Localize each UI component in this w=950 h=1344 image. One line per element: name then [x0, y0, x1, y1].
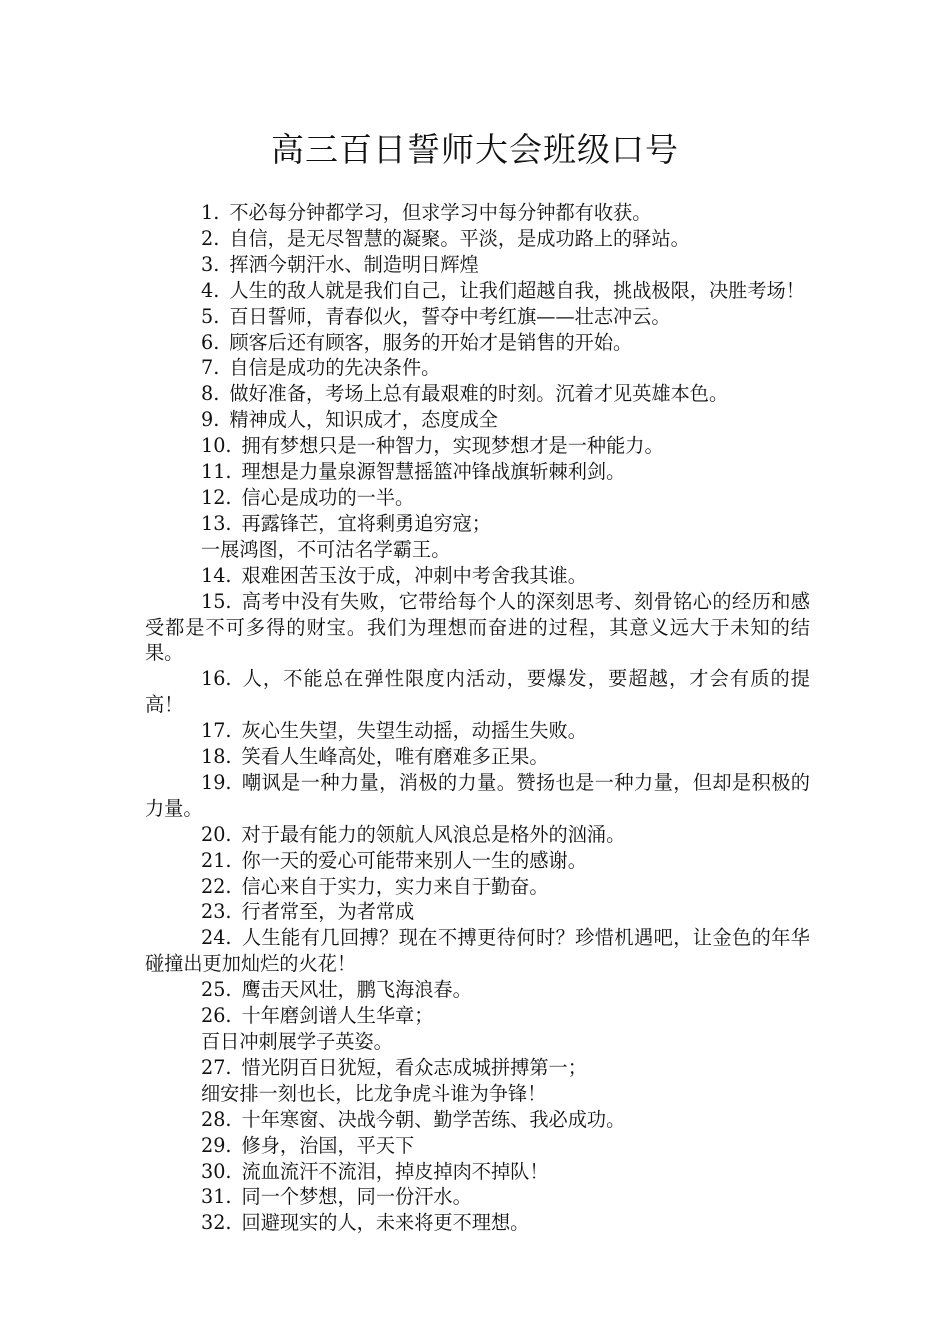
slogan-continuation: 百日冲刺展学子英姿。: [201, 1030, 393, 1053]
slogan-text: 不必每分钟都学习，但求学习中每分钟都有收获。: [229, 201, 652, 224]
slogan-text: 修身，治国，平天下: [241, 1133, 415, 1157]
slogan-text: 艰难困苦玉汝于成，冲刺中考舍我其谁。: [241, 563, 587, 587]
slogan-text: 挥洒今朝汗水、制造明日辉煌: [229, 252, 479, 276]
slogan-text: 鹰击天风壮，鹏飞海浪春。: [241, 978, 472, 1002]
slogan-number: 26.: [201, 1004, 232, 1028]
slogan-item: [145, 563, 810, 589]
slogan-item: [145, 407, 810, 433]
slogan-item: [145, 1055, 810, 1081]
slogan-number: 24.: [201, 926, 232, 950]
slogan-number: 2.: [201, 226, 220, 250]
slogan-number: 20.: [201, 822, 232, 846]
slogan-text: 十年寒窗、决战今朝、勤学苦练、我必成功。: [241, 1107, 626, 1131]
slogan-item: [145, 589, 810, 667]
slogan-text: 对于最有能力的领航人风浪总是格外的汹涌。: [241, 822, 626, 846]
slogan-number: 25.: [201, 978, 232, 1002]
slogan-item: [145, 925, 810, 977]
slogan-number: 19.: [201, 770, 232, 794]
slogan-text: 人生能有几回搏？现在不搏更待何时？珍惜机遇吧，让金色的年华碰撞出更加灿烂的火花！: [145, 926, 810, 976]
slogan-number: 13.: [201, 511, 232, 535]
slogan-item: [145, 485, 810, 511]
slogan-item: [145, 330, 810, 356]
slogan-item: [145, 848, 810, 874]
slogan-number: 17.: [201, 719, 232, 743]
document-title: 高三百日誓师大会班级口号: [271, 130, 679, 169]
slogan-item: [145, 1210, 810, 1236]
slogan-text: 流血流汗不流泪，掉皮掉肉不掉队！: [241, 1159, 549, 1183]
slogan-text: 做好准备，考场上总有最艰难的时刻。沉着才见英雄本色。: [229, 382, 729, 406]
slogan-text: 人，不能总在弹性限度内活动，要爆发，要超越，才会有质的提高！: [145, 667, 810, 717]
slogan-item: [145, 1133, 810, 1159]
slogan-text: 十年磨剑谱人生华章；: [241, 1004, 434, 1028]
slogan-text: 人生的敌人就是我们自己，让我们超越自我，挑战极限，决胜考场！: [229, 278, 805, 302]
slogan-item: [145, 200, 810, 226]
slogan-text: 自信，是无尽智慧的凝聚。平淡，是成功路上的驿站。: [229, 226, 690, 250]
slogan-number: 12.: [201, 485, 232, 509]
slogan-text: 笑看人生峰高处，唯有磨难多正果。: [241, 745, 549, 769]
slogan-text: 精神成人，知识成才，态度成全: [229, 408, 498, 432]
slogan-item: [145, 355, 810, 381]
slogan-number: 29.: [201, 1133, 232, 1157]
slogan-item: [145, 874, 810, 900]
slogan-item: [145, 226, 810, 252]
slogan-text: 信心是成功的一半。: [241, 485, 415, 509]
slogan-number: 30.: [201, 1159, 232, 1183]
slogan-number: 11.: [201, 460, 232, 484]
slogan-text: 你一天的爱心可能带来别人一生的感谢。: [241, 848, 587, 872]
slogan-item: [145, 433, 810, 459]
slogan-number: 27.: [201, 1055, 232, 1079]
slogan-item: [145, 1159, 810, 1185]
slogan-text: 高考中没有失败，它带给每个人的深刻思考、刻骨铭心的经历和感受都是不可多得的财宝。我们为理想而奋进的过程，其意义远大于未知的结果。: [145, 589, 810, 665]
slogan-text: 信心来自于实力，实力来自于勤奋。: [241, 874, 549, 898]
slogan-item: [145, 1107, 810, 1133]
slogan-item: [145, 770, 810, 822]
slogan-item: [145, 718, 810, 744]
slogan-text: 理想是力量泉源智慧摇篮冲锋战旗斩棘利剑。: [241, 460, 626, 484]
slogan-text: 嘲讽是一种力量，消极的力量。赞扬也是一种力量，但却是积极的力量。: [145, 770, 810, 820]
slogan-item: [145, 252, 810, 278]
slogan-text: 行者常至，为者常成: [241, 900, 415, 924]
slogan-item: [145, 977, 810, 1003]
slogan-text: 百日誓师，青春似火，誓夺中考红旗——壮志冲云。: [229, 304, 671, 328]
slogan-number: 21.: [201, 848, 232, 872]
slogan-item: [145, 744, 810, 770]
slogan-number: 15.: [201, 589, 232, 613]
slogan-text: 灰心生失望，失望生动摇，动摇生失败。: [241, 719, 587, 743]
slogan-item: [145, 459, 810, 485]
slogan-number: 9.: [201, 408, 220, 432]
slogan-item: [145, 381, 810, 407]
slogan-number: 6.: [201, 330, 220, 354]
slogan-number: 14.: [201, 563, 232, 587]
slogan-text: 惜光阴百日犹短，看众志成城拼搏第一；: [241, 1055, 587, 1079]
slogan-number: 7.: [201, 356, 220, 380]
slogan-item: [145, 899, 810, 925]
slogan-item: [145, 822, 810, 848]
slogan-number: 5.: [201, 304, 220, 328]
slogan-list: [145, 200, 810, 1236]
slogan-number: 8.: [201, 382, 220, 406]
slogan-number: 10.: [201, 434, 232, 458]
slogan-number: 23.: [201, 900, 232, 924]
slogan-item: [145, 1003, 810, 1029]
slogan-text: 拥有梦想只是一种智力，实现梦想才是一种能力。: [241, 434, 664, 458]
slogan-item: [145, 278, 810, 304]
slogan-number: 32.: [201, 1211, 232, 1235]
slogan-text: 同一个梦想，同一份汗水。: [241, 1185, 472, 1209]
slogan-item: [145, 1184, 810, 1210]
slogan-text: 顾客后还有顾客，服务的开始才是销售的开始。: [229, 330, 633, 354]
slogan-text: 再露锋芒，宜将剩勇追穷寇；: [241, 511, 491, 535]
slogan-number: 31.: [201, 1185, 232, 1209]
slogan-item: [145, 511, 810, 537]
slogan-number: 18.: [201, 745, 232, 769]
slogan-number: 16.: [201, 667, 232, 691]
slogan-number: 1.: [201, 201, 220, 224]
slogan-item: [145, 666, 810, 718]
slogan-number: 3.: [201, 252, 220, 276]
slogan-continuation: 细安排一刻也长，比龙争虎斗谁为争锋！: [201, 1081, 547, 1105]
slogan-text: 回避现实的人，未来将更不理想。: [241, 1211, 530, 1235]
slogan-number: 28.: [201, 1107, 232, 1131]
slogan-number: 4.: [201, 278, 220, 302]
slogan-text: 自信是成功的先决条件。: [229, 356, 441, 380]
slogan-number: 22.: [201, 874, 232, 898]
slogan-item: [145, 304, 810, 330]
slogan-continuation: 一展鸿图，不可沽名学霸王。: [201, 537, 451, 561]
